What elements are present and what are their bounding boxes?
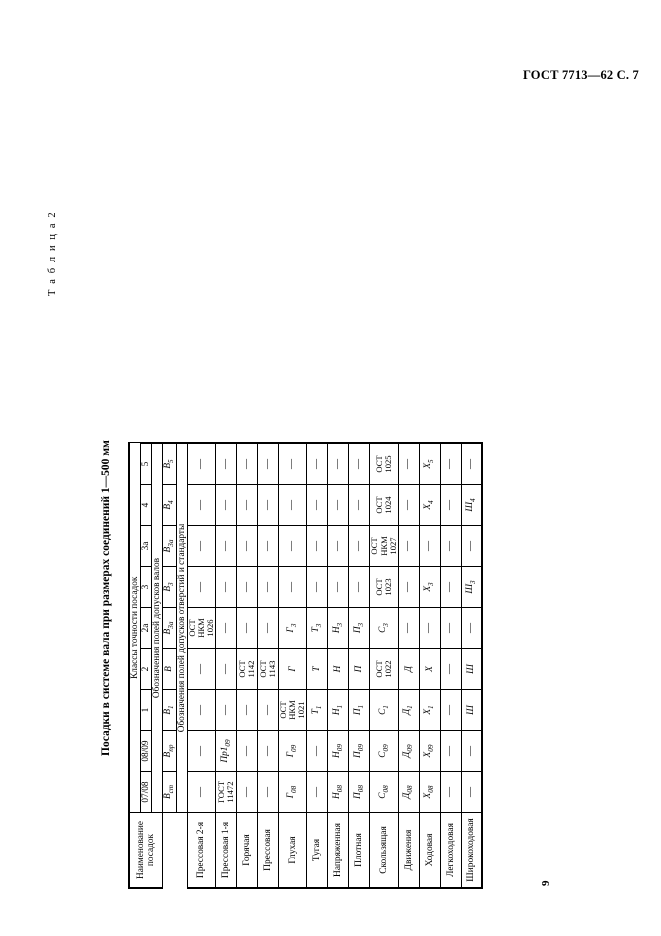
cell-r5-c5: — bbox=[307, 567, 328, 608]
table-row bbox=[370, 443, 398, 888]
cell-r7-c7: — bbox=[349, 485, 370, 526]
cell-r3-c7: — bbox=[258, 485, 279, 526]
spacer-cell bbox=[163, 813, 177, 889]
shaft-field-0708: $В_{ст}$ bbox=[163, 772, 177, 813]
shaft-field-3: $В_3$ bbox=[163, 567, 177, 608]
cell-r10-c1: $Х_{09}$ bbox=[419, 731, 440, 772]
cell-r7-c4: $П_3$ bbox=[349, 608, 370, 649]
cell-r2-c8: — bbox=[237, 443, 258, 485]
cell-r12-c2: Ш bbox=[461, 690, 482, 731]
table-row-shaft-designations bbox=[163, 443, 177, 888]
cell-r8-c0: $С_{08}$ bbox=[370, 772, 398, 813]
cell-r5-c7: — bbox=[307, 485, 328, 526]
shaft-field-2: В bbox=[163, 649, 177, 690]
table-row bbox=[216, 443, 237, 888]
row-label-10: Ходовая bbox=[419, 813, 440, 889]
cell-r11-c8: — bbox=[440, 443, 461, 485]
cell-r9-c2: $Д_1$ bbox=[398, 690, 419, 731]
cell-r7-c0: $П_{08}$ bbox=[349, 772, 370, 813]
table-row bbox=[398, 443, 419, 888]
cell-r8-c4: $С_3$ bbox=[370, 608, 398, 649]
table-row bbox=[440, 443, 461, 888]
cell-r10-c8: $Х_5$ bbox=[419, 443, 440, 485]
cell-r3-c5: — bbox=[258, 567, 279, 608]
cell-r4-c3: Г bbox=[279, 649, 307, 690]
cell-r3-c1: — bbox=[258, 731, 279, 772]
cell-r12-c7: $Ш_4$ bbox=[461, 485, 482, 526]
table-row bbox=[419, 443, 440, 888]
table-row bbox=[349, 443, 370, 888]
cell-r4-c4: $Г_3$ bbox=[279, 608, 307, 649]
cell-r8-c6: ОСТ НКМ 1027 bbox=[370, 526, 398, 567]
cell-r0-c5: — bbox=[187, 567, 215, 608]
cell-r9-c6: — bbox=[398, 526, 419, 567]
cell-r1-c4: — bbox=[216, 608, 237, 649]
col-header-5: 5 bbox=[141, 443, 152, 485]
col-header-2: 2 bbox=[141, 649, 152, 690]
cell-r3-c2: — bbox=[258, 690, 279, 731]
cell-r9-c3: Д bbox=[398, 649, 419, 690]
shaft-field-4: $В_4$ bbox=[163, 485, 177, 526]
col-header-3: 3 bbox=[141, 567, 152, 608]
cell-r9-c4: — bbox=[398, 608, 419, 649]
cell-r6-c1: $Н_{09}$ bbox=[328, 731, 349, 772]
cell-r2-c5: — bbox=[237, 567, 258, 608]
cell-r10-c5: $Х_3$ bbox=[419, 567, 440, 608]
shaft-field-2a: $В_{3а}$ bbox=[163, 608, 177, 649]
cell-r11-c6: — bbox=[440, 526, 461, 567]
cell-r0-c8: — bbox=[187, 443, 215, 485]
cell-r8-c2: $С_1$ bbox=[370, 690, 398, 731]
cell-r12-c8: — bbox=[461, 443, 482, 485]
cell-r9-c1: $Д_{09}$ bbox=[398, 731, 419, 772]
cell-r9-c0: $Д_{08}$ bbox=[398, 772, 419, 813]
shaft-field-3a: $В_{3а}$ bbox=[163, 526, 177, 567]
cell-r10-c7: $Х_4$ bbox=[419, 485, 440, 526]
cell-r5-c4: $Т_3$ bbox=[307, 608, 328, 649]
cell-r1-c2: — bbox=[216, 690, 237, 731]
table-caption: Т а б л и ц а 2 bbox=[47, 210, 58, 296]
cell-r6-c3: Н bbox=[328, 649, 349, 690]
cell-r9-c8: — bbox=[398, 443, 419, 485]
col-header-0708: 07/08 bbox=[141, 772, 152, 813]
col-header-2a: 2а bbox=[141, 608, 152, 649]
cell-r8-c7: ОСТ 1024 bbox=[370, 485, 398, 526]
cell-r5-c6: — bbox=[307, 526, 328, 567]
cell-r2-c0: — bbox=[237, 772, 258, 813]
row-label-9: Движения bbox=[398, 813, 419, 889]
cell-r10-c2: $Х_1$ bbox=[419, 690, 440, 731]
cell-r3-c3: ОСТ 1143 bbox=[258, 649, 279, 690]
cell-r0-c4: ОСТ НКМ 1026 bbox=[187, 608, 215, 649]
spacer-cell-2 bbox=[176, 813, 187, 889]
cell-r7-c2: $П_1$ bbox=[349, 690, 370, 731]
table-row bbox=[258, 443, 279, 888]
cell-r8-c3: ОСТ 1022 bbox=[370, 649, 398, 690]
cell-r4-c7: — bbox=[279, 485, 307, 526]
cell-r11-c0: — bbox=[440, 772, 461, 813]
cell-r11-c4: — bbox=[440, 608, 461, 649]
cell-r2-c2: — bbox=[237, 690, 258, 731]
cell-r1-c8: — bbox=[216, 443, 237, 485]
shaft-field-0809: $В_{пр}$ bbox=[163, 731, 177, 772]
row-label-3: Прессовая bbox=[258, 813, 279, 889]
cell-r10-c6: — bbox=[419, 526, 440, 567]
table-row bbox=[237, 443, 258, 888]
cell-r0-c7: — bbox=[187, 485, 215, 526]
cell-r0-c3: — bbox=[187, 649, 215, 690]
cell-r8-c1: $С_{09}$ bbox=[370, 731, 398, 772]
table-row bbox=[461, 443, 482, 888]
table-row bbox=[187, 443, 215, 888]
cell-r9-c7: — bbox=[398, 485, 419, 526]
col-header-4: 4 bbox=[141, 485, 152, 526]
cell-r7-c8: — bbox=[349, 443, 370, 485]
page-folio: 9 bbox=[540, 880, 552, 886]
cell-r1-c6: — bbox=[216, 526, 237, 567]
cell-r1-c3: — bbox=[216, 649, 237, 690]
row-label-7: Плотная bbox=[349, 813, 370, 889]
cell-r3-c0: — bbox=[258, 772, 279, 813]
cell-r3-c4: — bbox=[258, 608, 279, 649]
col-header-3a: 3а bbox=[141, 526, 152, 567]
cell-r10-c4: — bbox=[419, 608, 440, 649]
table-header-groups bbox=[129, 443, 141, 888]
cell-r7-c5: — bbox=[349, 567, 370, 608]
cell-r1-c0: ГОСТ 11472 bbox=[216, 772, 237, 813]
cell-r0-c2: — bbox=[187, 690, 215, 731]
cell-r8-c8: ОСТ 1025 bbox=[370, 443, 398, 485]
cell-r11-c5: — bbox=[440, 567, 461, 608]
cell-r4-c2: ОСТ НКМ 1021 bbox=[279, 690, 307, 731]
cell-r6-c8: — bbox=[328, 443, 349, 485]
cell-r2-c6: — bbox=[237, 526, 258, 567]
cell-r7-c6: — bbox=[349, 526, 370, 567]
row-label-11: Легкоходовая bbox=[440, 813, 461, 889]
cell-r12-c3: Ш bbox=[461, 649, 482, 690]
cell-r0-c1: — bbox=[187, 731, 215, 772]
table-row bbox=[279, 443, 307, 888]
table-body bbox=[187, 443, 482, 888]
cell-r10-c3: Х bbox=[419, 649, 440, 690]
cell-r5-c3: Т bbox=[307, 649, 328, 690]
table-title: Посадки в системе вала при размерах соединений 1—500 мм bbox=[100, 440, 112, 756]
fits-table bbox=[128, 442, 483, 889]
row-label-1: Прессовая 1-я bbox=[216, 813, 237, 889]
row-label-0: Прессовая 2-я bbox=[187, 813, 215, 889]
cell-r4-c8: — bbox=[279, 443, 307, 485]
row-label-12: Широкоходовая bbox=[461, 813, 482, 889]
table-row bbox=[307, 443, 328, 888]
cell-r7-c3: П bbox=[349, 649, 370, 690]
table-header-holefields bbox=[176, 443, 187, 888]
cell-r5-c0: — bbox=[307, 772, 328, 813]
cell-r5-c2: $Т_1$ bbox=[307, 690, 328, 731]
cell-r7-c1: $П_{09}$ bbox=[349, 731, 370, 772]
col-header-shaft-fields: Обозначения полей допусков валов bbox=[152, 443, 163, 813]
cell-r5-c8: — bbox=[307, 443, 328, 485]
cell-r0-c6: — bbox=[187, 526, 215, 567]
cell-r12-c0: — bbox=[461, 772, 482, 813]
cell-r12-c4: — bbox=[461, 608, 482, 649]
cell-r9-c5: — bbox=[398, 567, 419, 608]
cell-r6-c2: $Н_1$ bbox=[328, 690, 349, 731]
row-label-2: Горячая bbox=[237, 813, 258, 889]
cell-r11-c2: — bbox=[440, 690, 461, 731]
cell-r12-c6: — bbox=[461, 526, 482, 567]
cell-r2-c7: — bbox=[237, 485, 258, 526]
cell-r2-c3: ОСТ 1142 bbox=[237, 649, 258, 690]
cell-r8-c5: ОСТ 1023 bbox=[370, 567, 398, 608]
shaft-field-1: $В_1$ bbox=[163, 690, 177, 731]
col-header-0809: 08/09 bbox=[141, 731, 152, 772]
cell-r3-c8: — bbox=[258, 443, 279, 485]
cell-r1-c7: — bbox=[216, 485, 237, 526]
cell-r0-c0: — bbox=[187, 772, 215, 813]
row-label-5: Тугая bbox=[307, 813, 328, 889]
cell-r4-c6: — bbox=[279, 526, 307, 567]
cell-r4-c5: — bbox=[279, 567, 307, 608]
cell-r10-c0: $Х_{08}$ bbox=[419, 772, 440, 813]
row-label-4: Глухая bbox=[279, 813, 307, 889]
shaft-field-5: $В_5$ bbox=[163, 443, 177, 485]
cell-r1-c1: $Пр1_{09}$ bbox=[216, 731, 237, 772]
cell-r6-c5: — bbox=[328, 567, 349, 608]
page-header: ГОСТ 7713—62 С. 7 bbox=[522, 68, 639, 82]
table-row bbox=[328, 443, 349, 888]
cell-r12-c5: $Ш_3$ bbox=[461, 567, 482, 608]
cell-r11-c1: — bbox=[440, 731, 461, 772]
cell-r2-c4: — bbox=[237, 608, 258, 649]
cell-r11-c7: — bbox=[440, 485, 461, 526]
cell-r4-c1: $Г_{09}$ bbox=[279, 731, 307, 772]
row-label-6: Напряженная bbox=[328, 813, 349, 889]
cell-r6-c6: — bbox=[328, 526, 349, 567]
col-header-hole-fields: Обозначения полей допусков отверстий и стандарты bbox=[176, 443, 187, 813]
cell-r1-c5: — bbox=[216, 567, 237, 608]
col-header-names: Наименование посадок bbox=[129, 813, 163, 889]
row-label-8: Скользящая bbox=[370, 813, 398, 889]
cell-r6-c7: — bbox=[328, 485, 349, 526]
col-header-1: 1 bbox=[141, 690, 152, 731]
cell-r6-c4: $Н_3$ bbox=[328, 608, 349, 649]
cell-r4-c0: $Г_{08}$ bbox=[279, 772, 307, 813]
cell-r3-c6: — bbox=[258, 526, 279, 567]
col-header-accuracy-classes: Классы точности посадок bbox=[129, 443, 141, 813]
cell-r12-c1: — bbox=[461, 731, 482, 772]
cell-r6-c0: $Н_{08}$ bbox=[328, 772, 349, 813]
cell-r2-c1: — bbox=[237, 731, 258, 772]
cell-r5-c1: — bbox=[307, 731, 328, 772]
cell-r11-c3: — bbox=[440, 649, 461, 690]
